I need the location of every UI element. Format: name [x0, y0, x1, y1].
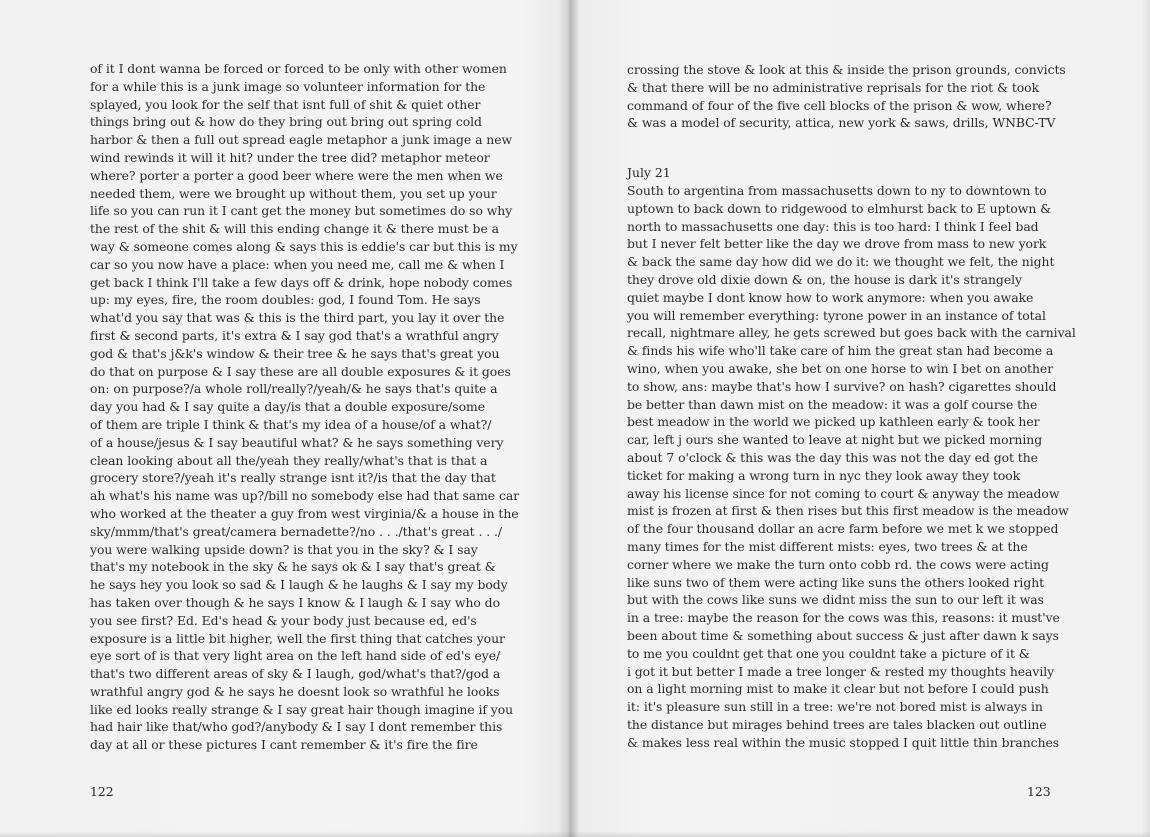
text-line: they drove old dixie down & on, the house is dark it's strangely [627, 271, 1022, 287]
text-line: corner where we make the turn onto cobb rd. the cows were acting [627, 556, 1049, 572]
text-line: you were walking upside down? is that you in the sky? & I say [90, 541, 478, 557]
text-line: recall, nightmare alley, he gets screwed but goes back with the carnival [627, 325, 1076, 341]
text-line: things bring out & how do they bring out bring out spring cold [90, 114, 482, 130]
text-line: what'd you say that was & this is the third part, you lay it over the [90, 310, 505, 326]
text-line: exposure is a little bit higher, well the first thing that catches your [90, 630, 505, 646]
text-line: & finds his wife who'll take care of him the great stan had become a [627, 343, 1054, 359]
text-line: uptown to back down to ridgewood to elmhurst back to E uptown & [627, 200, 1052, 216]
text-line: life so you can run it I cant get the money but sometimes do so why [90, 203, 513, 219]
text-line: that's my notebook in the sky & he says ok & I say that's great & [90, 559, 496, 575]
text-line: on a light morning mist to make it clear but not before I could push [627, 681, 1049, 697]
text-line: about 7 o'clock & this was the day this was not the day ed got the [627, 449, 1038, 465]
text-line: many times for the mist different mists: eyes, two trees & at the [627, 538, 1028, 554]
text-line: like suns two of them were acting like suns the others looked right [627, 574, 1045, 590]
text-line: needed them, were we brought up without them, you set up your [90, 185, 497, 201]
text-line: the distance but mirages behind trees are tales blacken out outline [627, 716, 1047, 732]
text-line: the rest of the shit & will this ending change it & there must be a [90, 221, 499, 237]
text-line: i got it but better I made a tree longer & rested my thoughts heavily [627, 663, 1055, 679]
text-line: get back I think I'll take a few days off & drink, hope nobody comes [90, 274, 513, 290]
text-line: be better than dawn mist on the meadow: it was a golf course the [627, 396, 1038, 412]
text-line: ah what's his name was up?/bill no somebody else had that same car [90, 488, 520, 504]
text-line: ticket for making a wrong turn in nyc they look away they took [627, 467, 1021, 483]
page-bottom-edge [0, 831, 1150, 837]
text-line: wino, when you awake, she bet on one horse to win I bet on another [627, 360, 1054, 376]
text-line: best meadow in the world we picked up kathleen early & took her [627, 414, 1040, 430]
text-line: up: my eyes, fire, the room doubles: god, I found Tom. He says [90, 292, 481, 308]
text-line: & makes less real within the music stopped I quit little thin branches [627, 734, 1060, 750]
text-line: & that there will be no administrative reprisals for the riot & took [627, 79, 1040, 95]
text-line: sky/mmm/that's great/camera bernadette?/no . . ./that's great . . ./ [90, 523, 503, 539]
text-line: been about time & something about success & just after dawn k says [627, 627, 1059, 643]
text-line: & back the same day how did we do it: we thought we felt, the night [627, 254, 1055, 270]
text-line: day you had & I say quite a day/is that a double exposure/some [90, 399, 485, 415]
text-line: for a while this is a junk image so volunteer information for the [90, 78, 486, 94]
text-line: command of four of the five cell blocks of the prison & wow, where? [627, 97, 1052, 113]
text-line: car so you now have a place: when you need me, call me & when I [90, 256, 505, 272]
right-page [580, 0, 1150, 837]
text-line: it: it's pleasure sun still in a tree: we're not bored mist is always in [627, 699, 1043, 715]
text-line: to show, ans: maybe that's how I survive? on hash? cigarettes should [627, 378, 1057, 394]
text-line: of it I dont wanna be forced or forced to be only with other women [90, 61, 507, 76]
text-line: like ed looks really strange & I say great hair though imagine if you [90, 701, 514, 717]
left-page [0, 0, 568, 837]
text-line: had hair like that/who god?/anybody & I say I dont remember this [90, 719, 503, 735]
text-line: mist is frozen at first & then rises but this first meadow is the meadow [627, 503, 1069, 519]
right-page-top-text [627, 61, 1066, 132]
text-line: South to argentina from massachusetts down to ny to downtown to [627, 183, 1047, 198]
book-spine [558, 0, 580, 837]
text-line: he says hey you look so sad & I laugh & he laughs & I say my body [90, 577, 508, 593]
text-line: on: on purpose?/a whole roll/really?/yeah/& he says that's quite a [90, 381, 498, 397]
text-line: do that on purpose & I say these are all double exposures & it goes [90, 363, 511, 379]
text-line: way & someone comes along & says this is eddie's car but this is my [90, 238, 518, 254]
text-line: that's two different areas of sky & I laugh, god/what's that?/god a [90, 666, 501, 682]
text-line: north to massachusetts one day: this is too hard: I think I feel bad [627, 218, 1039, 234]
text-line: to me you couldnt get that one you couldnt take a picture of it & [627, 645, 1030, 661]
text-line: splayed, you look for the self that isnt full of shit & quiet other [90, 96, 481, 112]
text-line: you will remember everything: tyrone power in an instance of total [627, 307, 1046, 323]
text-line: away his license since for not coming to court & anyway the meadow [627, 485, 1060, 501]
text-line: but I never felt better like the day we drove from mass to new york [627, 236, 1047, 252]
text-line: car, left j ours she wanted to leave at night but we picked morning [627, 432, 1043, 448]
page-edge [1142, 0, 1150, 837]
text-line: god & that's j&k's window & their tree & he says that's great you [90, 345, 500, 361]
text-line: of them are triple I think & that's my idea of a house/of a what?/ [90, 416, 492, 432]
journal-date-heading: July 21 [627, 165, 671, 180]
text-line: harbor & then a full out spread eagle metaphor a junk image a new [90, 132, 513, 148]
right-page-july-entry [627, 182, 1076, 752]
text-line: you see first? Ed. Ed's head & your body just because ed, ed's [90, 612, 477, 628]
text-line: in a tree: maybe the reason for the cows was this, reasons: it must've [627, 610, 1060, 626]
text-line: wrathful angry god & he says he doesnt look so wrathful he looks [90, 683, 500, 699]
text-line: quiet maybe I dont know how to work anymore: when you awake [627, 289, 1034, 305]
text-line: grocery store?/yeah it's really strange isnt it?/is that the day that [90, 470, 496, 486]
text-line: wind rewinds it will it hit? under the tree did? metaphor meteor [90, 149, 490, 165]
text-line: of the four thousand dollar an acre farm before we met k we stopped [627, 521, 1059, 537]
text-line: where? porter a porter a good beer where were the men when we [90, 167, 503, 183]
right-page-number: 123 [1027, 784, 1051, 799]
text-line: but with the cows like suns we didnt miss the sun to our left it was [627, 592, 1044, 608]
text-line: has taken over though & he says I know & I laugh & I say who do [90, 594, 500, 610]
text-line: eye sort of is that very light area on the left hand side of ed's eye/ [90, 648, 501, 664]
left-page-number: 122 [90, 784, 114, 799]
text-line: first & second parts, it's extra & I say god that's a wrathful angry [90, 327, 499, 343]
text-line: crossing the stove & look at this & inside the prison grounds, convicts [627, 62, 1066, 77]
text-line: & was a model of security, attica, new york & saws, drills, WNBC-TV [627, 115, 1056, 131]
text-line: day at all or these pictures I cant remember & it's fire the fire [90, 737, 478, 753]
left-page-text [90, 60, 519, 754]
text-line: of a house/jesus & I say beautiful what? & he says something very [90, 434, 504, 450]
text-line: clean looking about all the/yeah they really/what's that is that a [90, 452, 488, 468]
text-line: who worked at the theater a guy from west virginia/& a house in the [90, 505, 519, 521]
